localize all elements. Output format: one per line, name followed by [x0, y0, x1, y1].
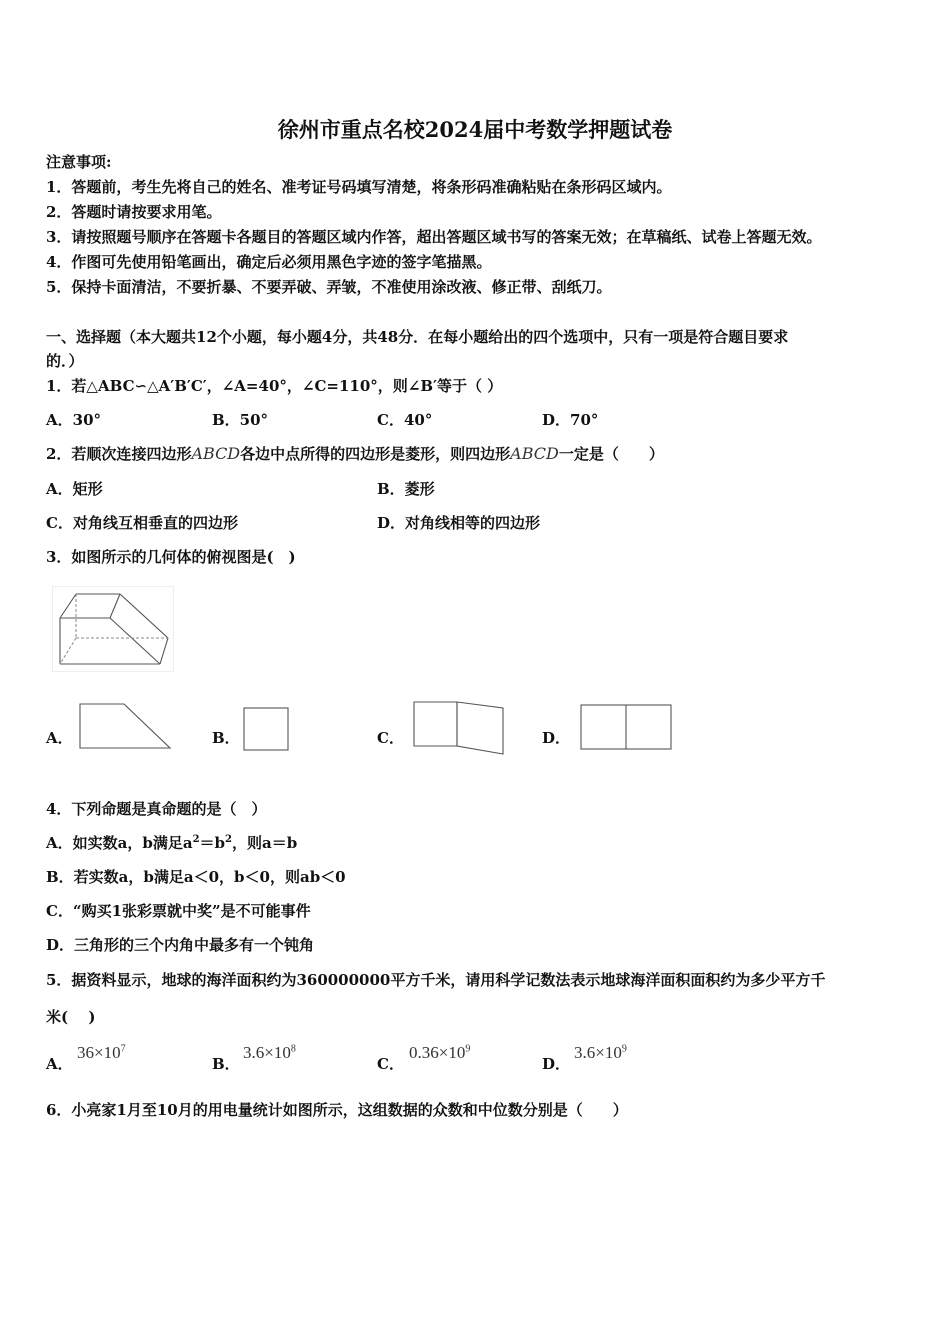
- q4-option-c: C．“购买1张彩票就中奖”是不可能事件: [46, 902, 311, 920]
- q6-stem: 6．小亮家1月至10月的用电量统计如图所示，这组数据的众数和中位数分别是（ ）: [46, 1101, 628, 1119]
- q5-stem: 5．据资料显示，地球的海洋面积约为360000000平方千米，请用科学记数法表示地球海洋面积面积约为多少平方千: [46, 971, 826, 989]
- q2-stem: [46, 444, 664, 464]
- q3-stem: 3．如图所示的几何体的俯视图是( ): [46, 548, 296, 566]
- q4-a-pre: A．如实数a，b满足a: [46, 834, 193, 852]
- q4-option-a: [46, 833, 297, 853]
- q1-option-b: B．50°: [212, 411, 269, 429]
- q2-stem-mid: 各边中点所得的四边形是菱形，则四边形: [240, 445, 511, 463]
- q4-stem: 4．下列命题是真命题的是（ ）: [46, 800, 267, 818]
- q5-option-a-value: $36\times 10^7$: [77, 1043, 126, 1062]
- q4-a-exp: 2: [192, 834, 200, 845]
- q5-option-c-value: $0.36\times 10^9$: [409, 1043, 471, 1062]
- q1-stem: 1．若△ABC∽△A′B′C′，∠A=40°，∠C=110°，则∠B′等于（ ）: [46, 377, 503, 395]
- q2-option-c: C．对角线互相垂直的四边形: [46, 514, 238, 532]
- notice-item: 1．答题前，考生先将自己的姓名、准考证号码填写清楚，将条形码准确粘贴在条形码区域内。: [46, 178, 672, 196]
- q3-option-b-figure: [242, 706, 290, 752]
- q4-a-mid: ＝b: [199, 834, 226, 852]
- notice-item: 4．作图可先使用铅笔画出，确定后必须用黑色字迹的签字笔描黑。: [46, 253, 492, 271]
- q2-stem-pre: 2．若顺次连接四边形: [46, 445, 192, 463]
- q2-option-b: B．菱形: [377, 480, 435, 498]
- notice-item: 2．答题时请按要求用笔。: [46, 203, 222, 221]
- q2-var-abcd: ABCD: [191, 444, 241, 463]
- q5-option-d-value: $3.6\times 10^9$: [574, 1043, 627, 1062]
- q4-option-d: D．三角形的三个内角中最多有一个钝角: [46, 936, 315, 954]
- notice-item: 5．保持卡面清洁，不要折暴、不要弄破、弄皱，不准使用涂改液、修正带、刮纸刀。: [46, 278, 612, 296]
- q4-a-post: ，则a＝b: [232, 834, 298, 852]
- q3-solid-figure: [52, 586, 174, 672]
- q3-option-b: B．: [212, 729, 240, 747]
- q3-option-d: D．: [542, 729, 571, 747]
- q5-option-c: C．: [377, 1055, 404, 1073]
- q2-stem-post: 一定是（ ）: [558, 445, 664, 463]
- notice-item: 3．请按照题号顺序在答题卡各题目的答题区域内作答，超出答题区域书写的答案无效；在草稿纸、试卷上答题无效。: [46, 228, 822, 246]
- q5-option-b-value: $3.6\times 10^8$: [243, 1043, 296, 1062]
- q1-option-d: D．70°: [542, 411, 599, 429]
- q1-option-a: A．30°: [46, 411, 102, 429]
- q5-option-d: D．: [542, 1055, 571, 1073]
- q3-option-c: C．: [377, 729, 404, 747]
- notice-heading: 注意事项:: [46, 153, 112, 171]
- q2-option-d: D．对角线相等的四边形: [377, 514, 541, 532]
- q5-stem-cont: 米( ): [46, 1008, 96, 1026]
- section-heading: 一、选择题（本大题共12个小题，每小题4分，共48分．在每小题给出的四个选项中，只有一项是符合题目要求: [46, 328, 789, 346]
- q3-option-d-figure: [578, 703, 674, 751]
- q3-option-a-figure: [78, 702, 174, 750]
- q4-option-b: B．若实数a，b满足a＜0，b＜0，则ab＜0: [46, 868, 346, 886]
- q3-option-c-figure: [411, 700, 507, 756]
- q5-option-a: A．: [46, 1055, 73, 1073]
- q2-var-abcd-2: ABCD: [510, 444, 559, 463]
- q2-option-a: A．矩形: [46, 480, 103, 498]
- section-heading-cont: 的．）: [46, 352, 84, 370]
- page-title: 徐州市重点名校2024届中考数学押题试卷: [277, 117, 673, 142]
- q3-option-a: A．: [46, 729, 73, 747]
- q4-a-exp-2: 2: [225, 834, 233, 845]
- q5-option-b: B．: [212, 1055, 240, 1073]
- q1-option-c: C．40°: [377, 411, 433, 429]
